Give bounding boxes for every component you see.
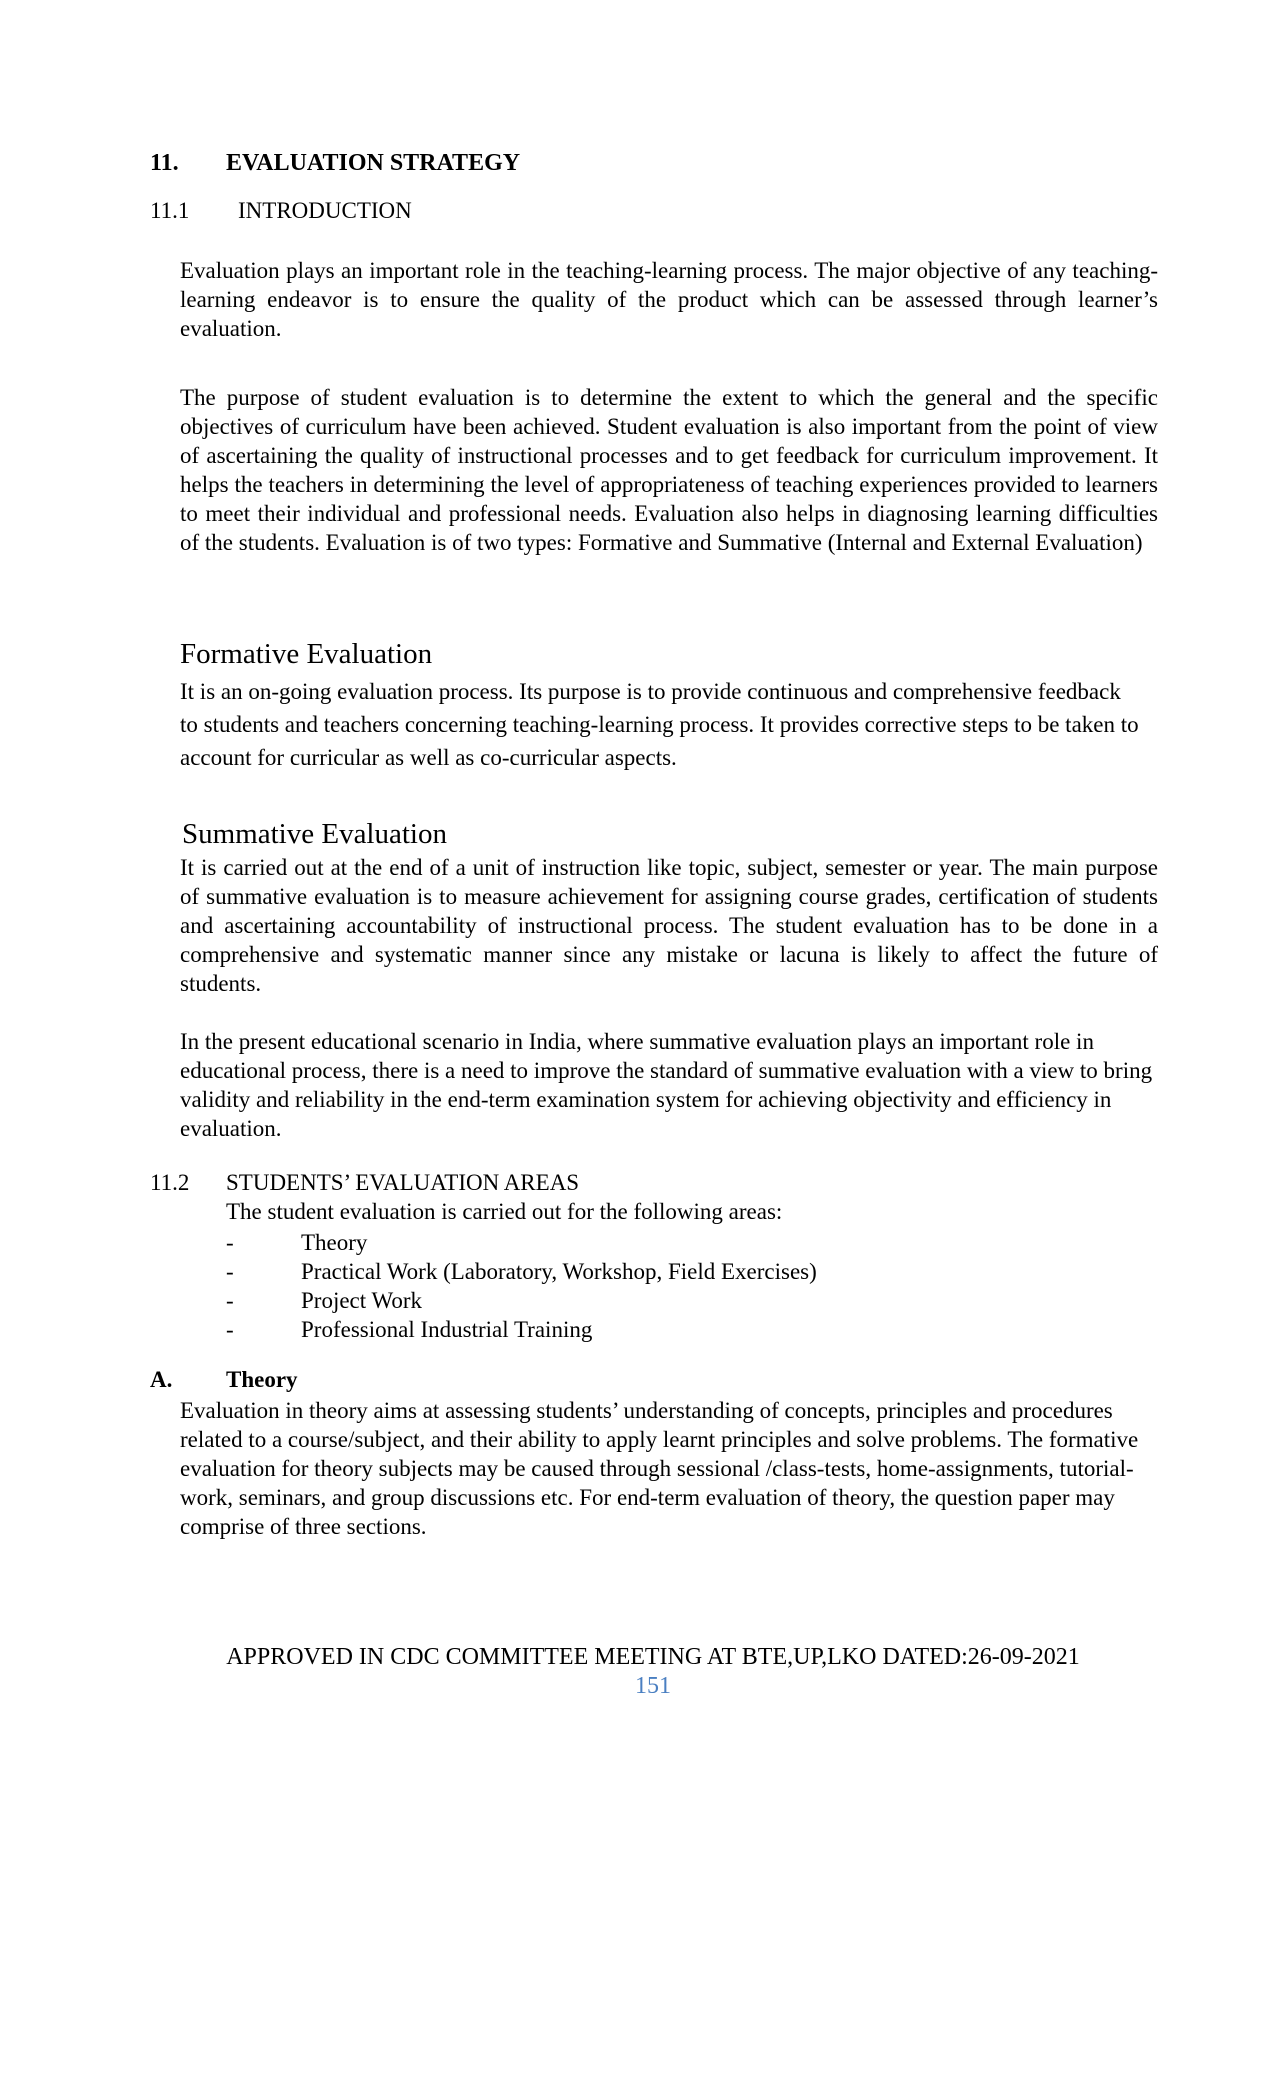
list-item — [226, 1257, 817, 1286]
list-item-text: Professional Industrial Training — [301, 1317, 593, 1342]
evaluation-areas-heading — [150, 1170, 579, 1196]
theory-text: Evaluation in theory aims at assessing students’ understanding of concepts, principles and procedures related to a course/subject, and their ability to apply learnt principles and solve problems. The formative evaluation for theory subjects may be caused through sessional /class-tests, home-assignments, tutorial-work, seminars, and group discussions etc. For end-term evaluation of theory, the question paper may comprise of three sections. — [180, 1398, 1139, 1539]
summative-evaluation-paragraph-2: In the present educational scenario in India, where summative evaluation plays an important role in educational process, there is a need to improve the standard of summative evaluation with a view to bring validity and reliability in the end-term examination system for achieving objectivity and efficiency in evaluation. — [180, 1029, 1153, 1141]
theory-label: A. — [150, 1367, 173, 1392]
section-number: 11. — [150, 150, 179, 176]
list-bullet: - — [226, 1288, 234, 1313]
list-bullet: - — [226, 1230, 234, 1255]
section-title: EVALUATION STRATEGY — [226, 150, 521, 176]
evaluation-areas-number: 11.2 — [150, 1170, 190, 1195]
introduction-title: INTRODUCTION — [238, 198, 412, 223]
introduction-paragraph-1: Evaluation plays an important role in the teaching-learning process. The major objective of any teaching-learning endeavor is to ensure the quality of the product which can be assessed through learner’s evaluation. — [180, 258, 1158, 341]
list-item — [226, 1228, 817, 1257]
list-item — [226, 1315, 817, 1344]
evaluation-areas-list — [226, 1228, 817, 1344]
evaluation-areas-title: STUDENTS’ EVALUATION AREAS — [226, 1170, 580, 1195]
approval-footer: APPROVED IN CDC COMMITTEE MEETING AT BTE,UP,LKO DATED:26-09-2021 — [226, 1644, 1080, 1670]
evaluation-areas-intro: The student evaluation is carried out for the following areas: — [226, 1199, 783, 1224]
list-item-text: Project Work — [301, 1288, 423, 1313]
list-item-text: Practical Work (Laboratory, Workshop, Field Exercises) — [301, 1259, 817, 1284]
list-bullet: - — [226, 1317, 234, 1342]
introduction-paragraph-2: The purpose of student evaluation is to determine the extent to which the general and the specific objectives of curriculum have been achieved. Student evaluation is also important from the point of view of ascertaining the quality of instructional processes and to get feedback for curriculum improvement. It helps the teachers in determining the level of appropriateness of teaching experiences provided to learners to meet their individual and professional needs. Evaluation also helps in diagnosing learning difficulties of the students. Evaluation is of two types: Formative and Summative (Internal and External Evaluation) — [180, 385, 1158, 555]
summative-evaluation-heading: Summative Evaluation — [182, 818, 447, 850]
page-number: 151 — [635, 1673, 671, 1699]
formative-evaluation-heading: Formative Evaluation — [180, 638, 433, 670]
theory-title: Theory — [226, 1367, 298, 1392]
summative-evaluation-paragraph-1: It is carried out at the end of a unit of instruction like topic, subject, semester or year. The main purpose of summative evaluation is to measure achievement for assigning course grades, certification of students and ascertaining accountability of instructional process. The student evaluation has to be done in a comprehensive and systematic manner since any mistake or lacuna is likely to affect the future of students. — [180, 855, 1158, 996]
list-item-text: Theory — [301, 1230, 368, 1255]
section-heading — [150, 150, 520, 177]
introduction-number: 11.1 — [150, 198, 190, 223]
formative-evaluation-text: It is an on-going evaluation process. Its purpose is to provide continuous and comprehensive feedback to students and teachers concerning teaching-learning process. It provides corrective steps to be taken to account for curricular as well as co-curricular aspects. — [180, 679, 1139, 770]
list-bullet: - — [226, 1259, 234, 1284]
introduction-heading — [150, 198, 412, 224]
theory-heading — [150, 1367, 298, 1393]
list-item — [226, 1286, 817, 1315]
